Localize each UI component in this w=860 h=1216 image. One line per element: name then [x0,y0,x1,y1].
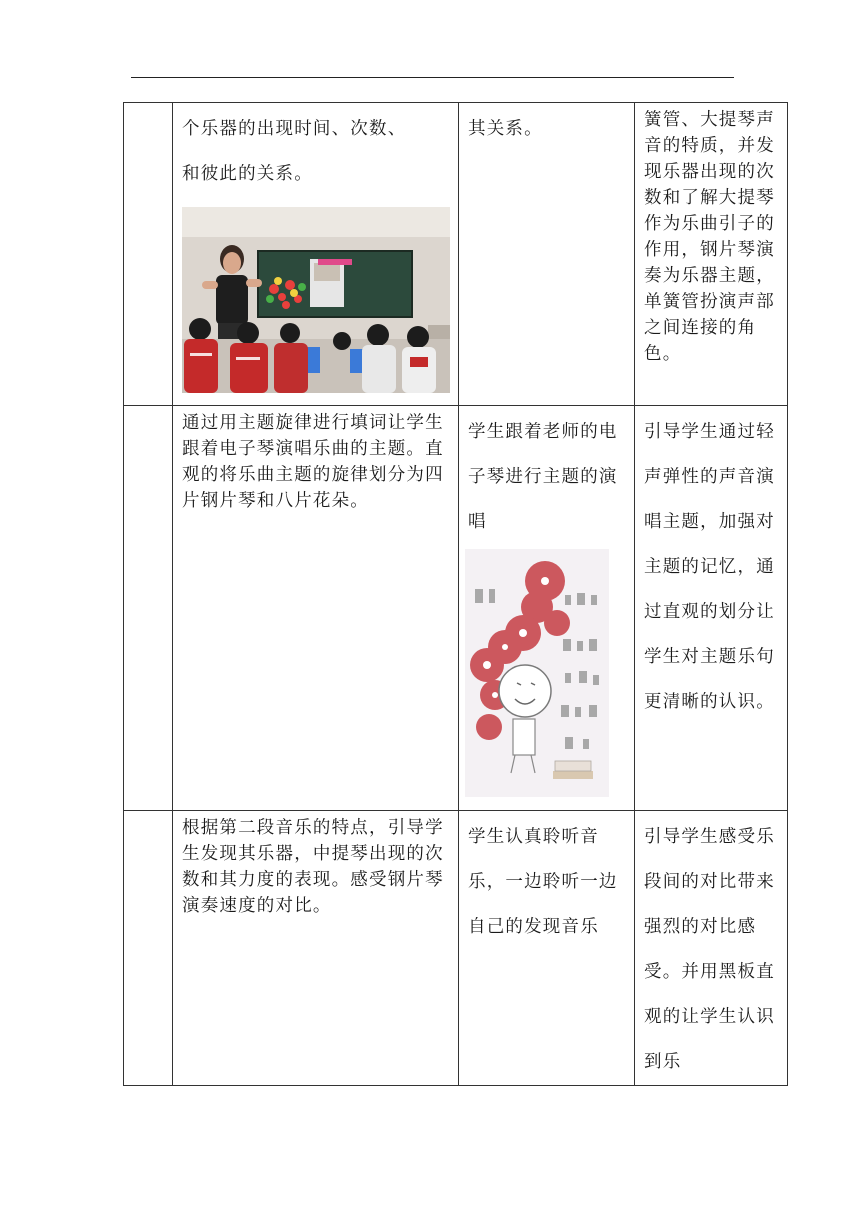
student-activity-text: 学生认真聆听音乐，一边聆听一边自己的发现音乐 [468,827,618,937]
lesson-plan-table [123,102,788,1086]
student-activity-cell [459,811,635,1086]
design-intent-text: 引导学生通过轻声弹性的声音演唱主题，加强对主题的记忆，通过直观的划分让学生对主题乐句更清晰的认识。 [644,422,775,712]
teacher-activity-text: 个乐器的出现时间、次数、 和彼此的关系。 [182,119,407,184]
student-activity-cell [459,406,635,811]
student-activity-text: 学生跟着老师的电子琴进行主题的演唱 [468,422,618,532]
teacher-activity-cell [173,811,459,1086]
flower-score-drawing [465,549,609,797]
student-activity-text: 其关系。 [468,119,543,139]
design-intent-cell [635,406,788,811]
table-row [124,811,788,1086]
teacher-activity-text: 根据第二段音乐的特点，引导学生发现其乐器，中提琴出现的次数和其力度的表现。感受钢片琴演奏速度的对比。 [182,818,444,916]
header-rule [131,77,734,78]
stage-cell [124,103,173,406]
stage-cell [124,811,173,1086]
table-row [124,406,788,811]
stage-cell [124,406,173,811]
design-intent-cell [635,811,788,1086]
teacher-activity-cell [173,406,459,811]
table-row [124,103,788,406]
design-intent-text: 簧管、大提琴声音的特质，并发现乐器出现的次数和了解大提琴作为乐曲引子的作用，钢片琴演奏为乐器主题，单簧管扮演声部之间连接的角色。 [644,110,775,364]
teacher-activity-text: 通过用主题旋律进行填词让学生跟着电子琴演唱乐曲的主题。直观的将乐曲主题的旋律划分为四片钢片琴和八片花朵。 [182,413,444,511]
teacher-activity-cell [173,103,459,406]
design-intent-cell [635,103,788,406]
student-activity-cell [459,103,635,406]
design-intent-text: 引导学生感受乐段间的对比带来强烈的对比感受。并用黑板直观的让学生认识到乐 [644,827,775,1072]
classroom-photo [182,207,450,393]
